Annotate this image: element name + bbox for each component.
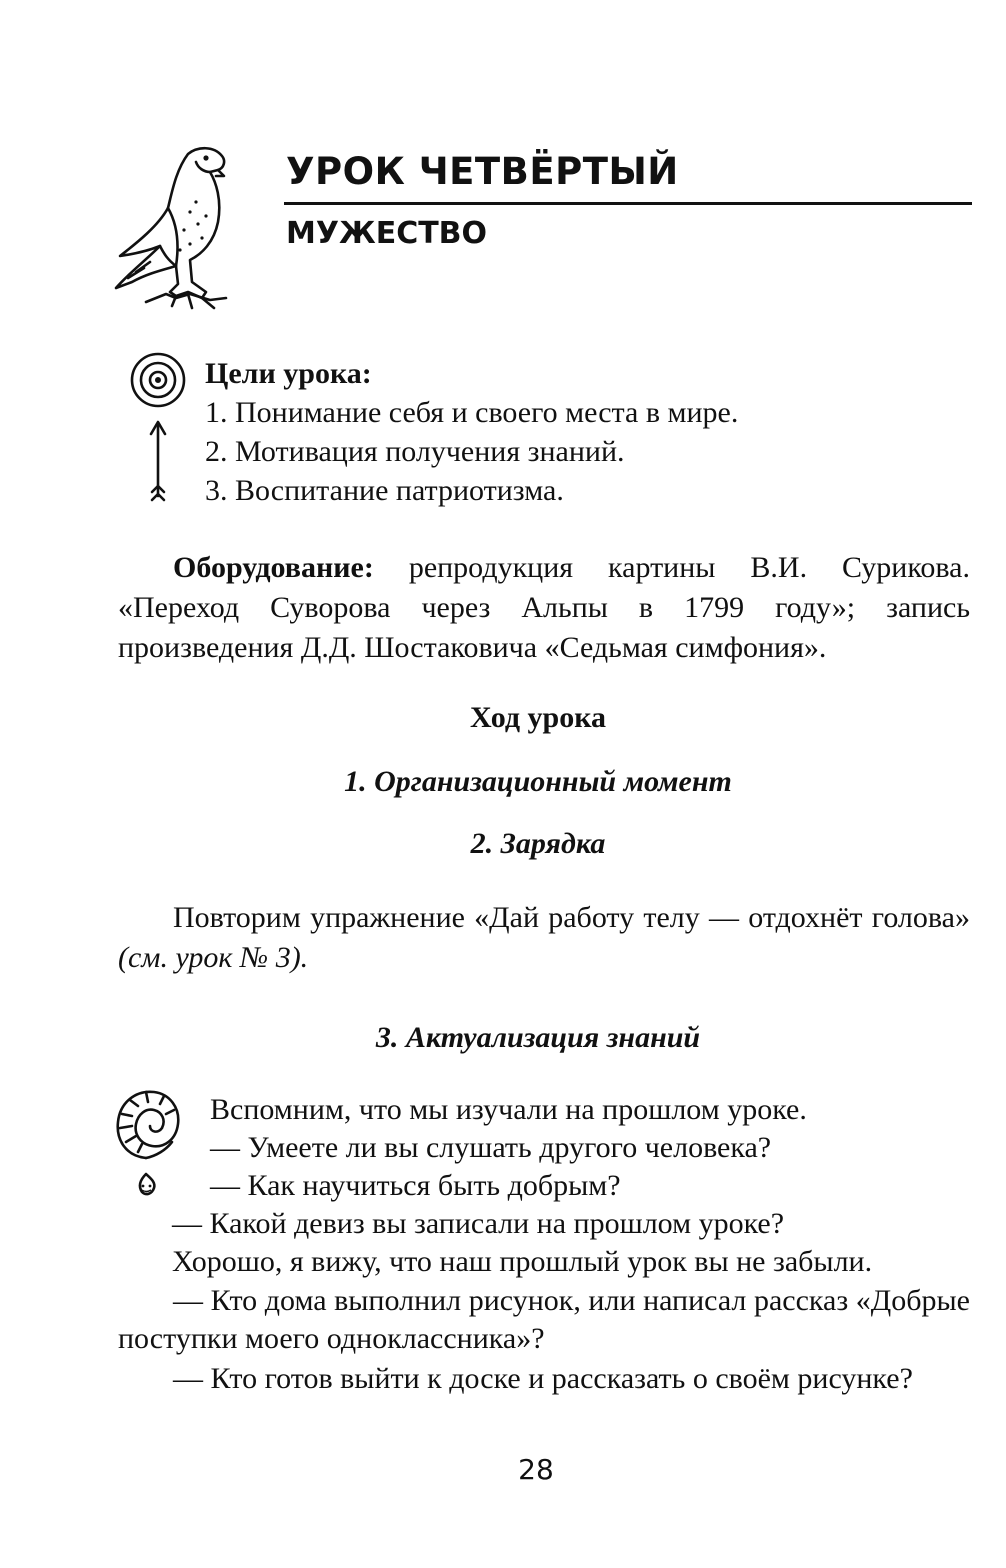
target-arrow-icon	[128, 350, 188, 510]
goals-heading: Цели урока:	[205, 357, 372, 390]
chapter-subtitle: МУЖЕСТВО	[286, 216, 488, 251]
goal-item: 1. Понимание себя и своего места в мире.	[205, 396, 739, 429]
section-heading: 1. Организационный момент	[344, 765, 732, 798]
page-number: 28	[518, 1453, 554, 1486]
dialogue-line: — Умеете ли вы слушать другого человека?	[210, 1131, 772, 1164]
dialogue-line: — Как научиться быть добрым?	[210, 1169, 621, 1202]
dialogue-line: Хорошо, я вижу, что наш прошлый урок вы не забыли.	[172, 1245, 873, 1278]
equipment-label: Оборудование:	[173, 551, 374, 584]
exercise-paragraph	[118, 898, 970, 978]
title-divider	[284, 202, 972, 205]
section-heading: 3. Актуализация знаний	[375, 1021, 701, 1054]
equipment-text: репродукция картины В.И. Сурикова. «Переход Суворова через Альпы в 1799 году»; запись произведения Д.Д. Шостаковича «Седьмая симфония».	[118, 551, 970, 664]
shell-icon	[112, 1086, 182, 1204]
lesson-goals	[205, 354, 738, 510]
exercise-text: Повторим упражнение «Дай работу телу — отдохнёт голова»	[173, 901, 970, 934]
dialogue-line: — Кто готов выйти к доске и рассказать о своём рисунке?	[173, 1362, 913, 1395]
lesson-progress-heading: Ход урока	[469, 701, 607, 734]
exercise-reference: (см. урок № 3).	[118, 941, 309, 974]
dialogue-line: — Какой девиз вы записали на прошлом уроке?	[172, 1207, 785, 1240]
chapter-title: УРОК ЧЕТВЁРТЫЙ	[286, 150, 679, 193]
eagle-icon	[106, 142, 246, 314]
equipment-paragraph	[118, 548, 970, 668]
goal-item: 3. Воспитание патриотизма.	[205, 474, 564, 507]
section-heading: 2. Зарядка	[470, 827, 606, 860]
dialogue-line: Вспомним, что мы изучали на прошлом уроке.	[210, 1093, 807, 1126]
goal-item: 2. Мотивация получения знаний.	[205, 435, 625, 468]
dialogue-line: — Кто дома выполнил рисунок, или написал рассказ «Добрые поступки моего одноклассника»?	[118, 1284, 970, 1355]
